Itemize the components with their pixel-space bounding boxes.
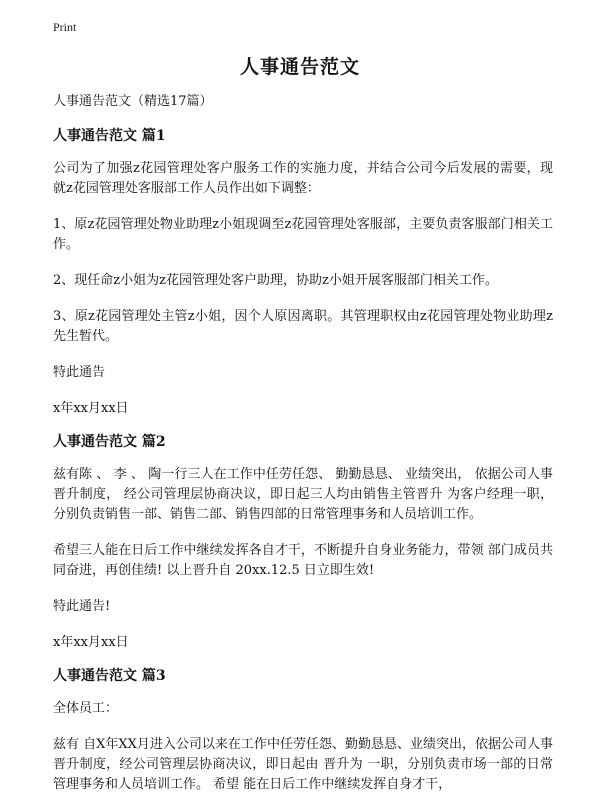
section-1-paragraph-1: 公司为了加强z花园管理处客户服务工作的实施力度，并结合公司今后发展的需要，现就z花园管理处客服部工作人员作出如下调整： [53, 161, 553, 196]
section-2-paragraph-1: 兹有陈 、 李 、 陶一行三人在工作中任劳任怨、 勤勤恳恳、 业绩突出， 依据公司人事晋升制度， 经公司管理层协商决议，即日起三人均由销售主管晋升 为客户经理一职，分别负责销售一部、销售二部、销售四部的日常管理事务和人员培训工作。 [53, 467, 553, 522]
section-heading-1: 人事通告范文 篇1 [53, 128, 166, 144]
document-title: 人事通告范文 [239, 56, 360, 78]
section-heading-2: 人事通告范文 篇2 [53, 434, 166, 450]
section-1-date: x年xx月xx日 [53, 401, 129, 416]
section-3-salutation: 全体员工： [53, 701, 119, 716]
section-1-paragraph-4: 3、原z花园管理处主管z小姐，因个人原因离职。其管理职权由z花园管理处物业助理z先生暂代。 [53, 309, 553, 344]
section-1-notice: 特此通告 [53, 365, 106, 380]
section-3-paragraph-1: 兹有 自X年XX月进入公司以来在工作中任劳任怨、勤勤恳恳、业绩突出，依据公司人事晋升制度，经公司管理层协商决议，即日起由 晋升为 一职，分别负责市场一部的日常管理事务和人员培训工作。 希望 能在日后工作中继续发挥自身才干， [53, 737, 553, 792]
section-2-paragraph-2: 希望三人能在日后工作中继续发挥各自才干，不断提升自身业务能力，带领 部门成员共同奋进，再创佳绩! 以上晋升自 20xx.12.5 日立即生效! [53, 543, 553, 578]
print-link[interactable]: Print [53, 20, 77, 34]
section-2-notice: 特此通告! [53, 599, 111, 614]
document-subtitle: 人事通告范文（精选17篇） [53, 94, 213, 109]
section-heading-3: 人事通告范文 篇3 [53, 668, 166, 684]
section-2-date: x年xx月xx日 [53, 635, 129, 650]
document-body [53, 93, 553, 811]
section-1-paragraph-2: 1、原z花园管理处物业助理z小姐现调至z花园管理处客服部，主要负责客服部门相关工作。 [53, 217, 553, 252]
section-1-paragraph-3: 2、现任命z小姐为z花园管理处客户助理，协助z小姐开展客服部门相关工作。 [53, 273, 498, 288]
